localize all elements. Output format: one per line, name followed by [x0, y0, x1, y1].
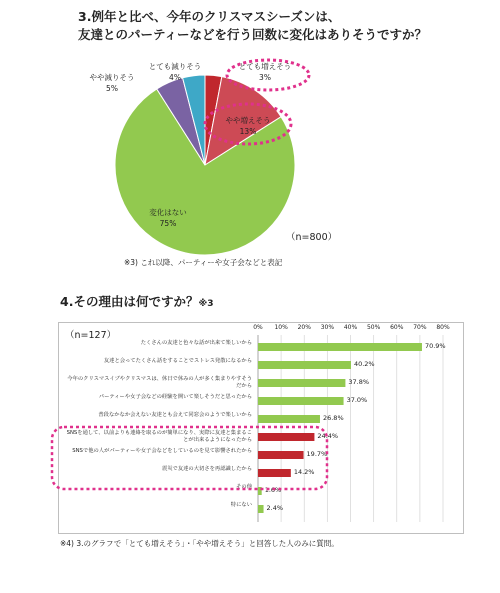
bar-5 [258, 433, 314, 441]
bar-value-label: 37.8% [348, 378, 370, 386]
pie-chart [0, 0, 500, 290]
bar-chart-frame [58, 322, 464, 534]
category-label: 今年のクリスマスイブやクリスマスは、休日で休みの人が多く集まりやすそうだから [67, 376, 252, 389]
pie-label-very-decrease [140, 61, 210, 83]
category-label: パーティーや女子会などの経験を開いて楽しそうだと思ったから [98, 394, 252, 400]
bar-value-label: 70.9% [424, 342, 446, 350]
category-label: 友達と会ってたくさん話をすることでストレス発散になるから [103, 358, 252, 364]
pie-label-no-change-text: 変化はない [149, 208, 187, 217]
q4-note: ※4) 3.のグラフで「とても増えそう」・「やや増えそう」と回答した人のみに質問。 [60, 539, 339, 548]
q3-note: ※3) これ以降、パーティーや女子会などと表記 [124, 258, 283, 267]
bar-9 [258, 505, 264, 513]
category-label: 普段なかなか会えない友達とも会えて同窓会のようで楽しいから [98, 412, 252, 418]
pie-label-slight-decrease-text: やや減りそう [89, 73, 135, 82]
bar-chart [59, 323, 463, 533]
tick-label: 80% [436, 324, 450, 331]
tick-label: 60% [390, 324, 404, 331]
bar-4 [258, 415, 320, 423]
pie-label-no-change [133, 207, 203, 229]
tick-label: 10% [274, 324, 288, 331]
pie-label-slight-increase-value: 13% [239, 127, 257, 136]
q3-title-line1: 3.例年と比べ、今年のクリスマスシーズンは、 [78, 9, 341, 24]
bar-3 [258, 397, 344, 405]
pie-label-very-increase [215, 61, 315, 83]
category-label: SNSを通して、以前よりも連絡を取るのが簡単になり、実際に友達と集まることが出来るようになったから [66, 430, 252, 443]
bar-2 [258, 379, 345, 387]
pie-label-slight-increase [208, 115, 288, 137]
pie-label-very-decrease-value: 4% [169, 73, 181, 82]
category-label: 特にない [230, 502, 252, 508]
bar-value-label: 24.4% [317, 432, 339, 440]
bar-value-label: 26.8% [322, 414, 344, 422]
q3-title-line2: 友達とのパーティーなどを行う回数に変化はありそうですか？ [78, 27, 428, 42]
pie-label-no-change-value: 75% [159, 219, 177, 228]
q4-title-text: 4.その理由は何ですか？ [60, 294, 199, 309]
tick-label: 20% [297, 324, 311, 331]
bar-6 [258, 451, 304, 459]
bar-value-label: 1.6% [264, 486, 282, 494]
bar-0 [258, 343, 422, 351]
bar-1 [258, 361, 351, 369]
category-label: その他 [236, 484, 252, 490]
tick-label: 50% [366, 324, 381, 331]
tick-label: 70% [413, 324, 427, 331]
bar-value-label: 40.2% [353, 360, 375, 368]
q4-title [60, 293, 213, 313]
bar-value-label: 2.4% [266, 504, 284, 512]
pie-label-very-increase-text: とても増えそう [238, 62, 292, 71]
category-label: たくさんの友達と色々な話が出来て楽しいから [140, 340, 252, 346]
pie-label-slight-decrease [82, 72, 142, 94]
tick-label: 0% [253, 324, 263, 331]
bar-value-label: 14.2% [293, 468, 315, 476]
bar-8 [258, 487, 262, 495]
tick-label: 40% [343, 324, 358, 331]
q4-title-note: ※3 [198, 299, 214, 309]
category-label: 震災で友達の大切さを再認識したから [161, 466, 252, 472]
bar-value-label: 37.0% [346, 396, 368, 404]
pie-label-very-increase-value: 3% [259, 73, 271, 82]
tick-label: 30% [320, 324, 335, 331]
pie-label-very-decrease-text: とても減りそう [148, 62, 202, 71]
pie-label-slight-decrease-value: 5% [106, 84, 118, 93]
q4-sample-size: （n=127） [65, 330, 117, 341]
q3-sample-size: （n=800） [286, 232, 338, 243]
category-label: SNSで他の人がパーティーや女子会などをしているのを見て影響されたから [72, 448, 252, 454]
pie-label-slight-increase-text: やや増えそう [225, 116, 271, 125]
bar-7 [258, 469, 291, 477]
bar-value-label: 19.7% [306, 450, 328, 458]
